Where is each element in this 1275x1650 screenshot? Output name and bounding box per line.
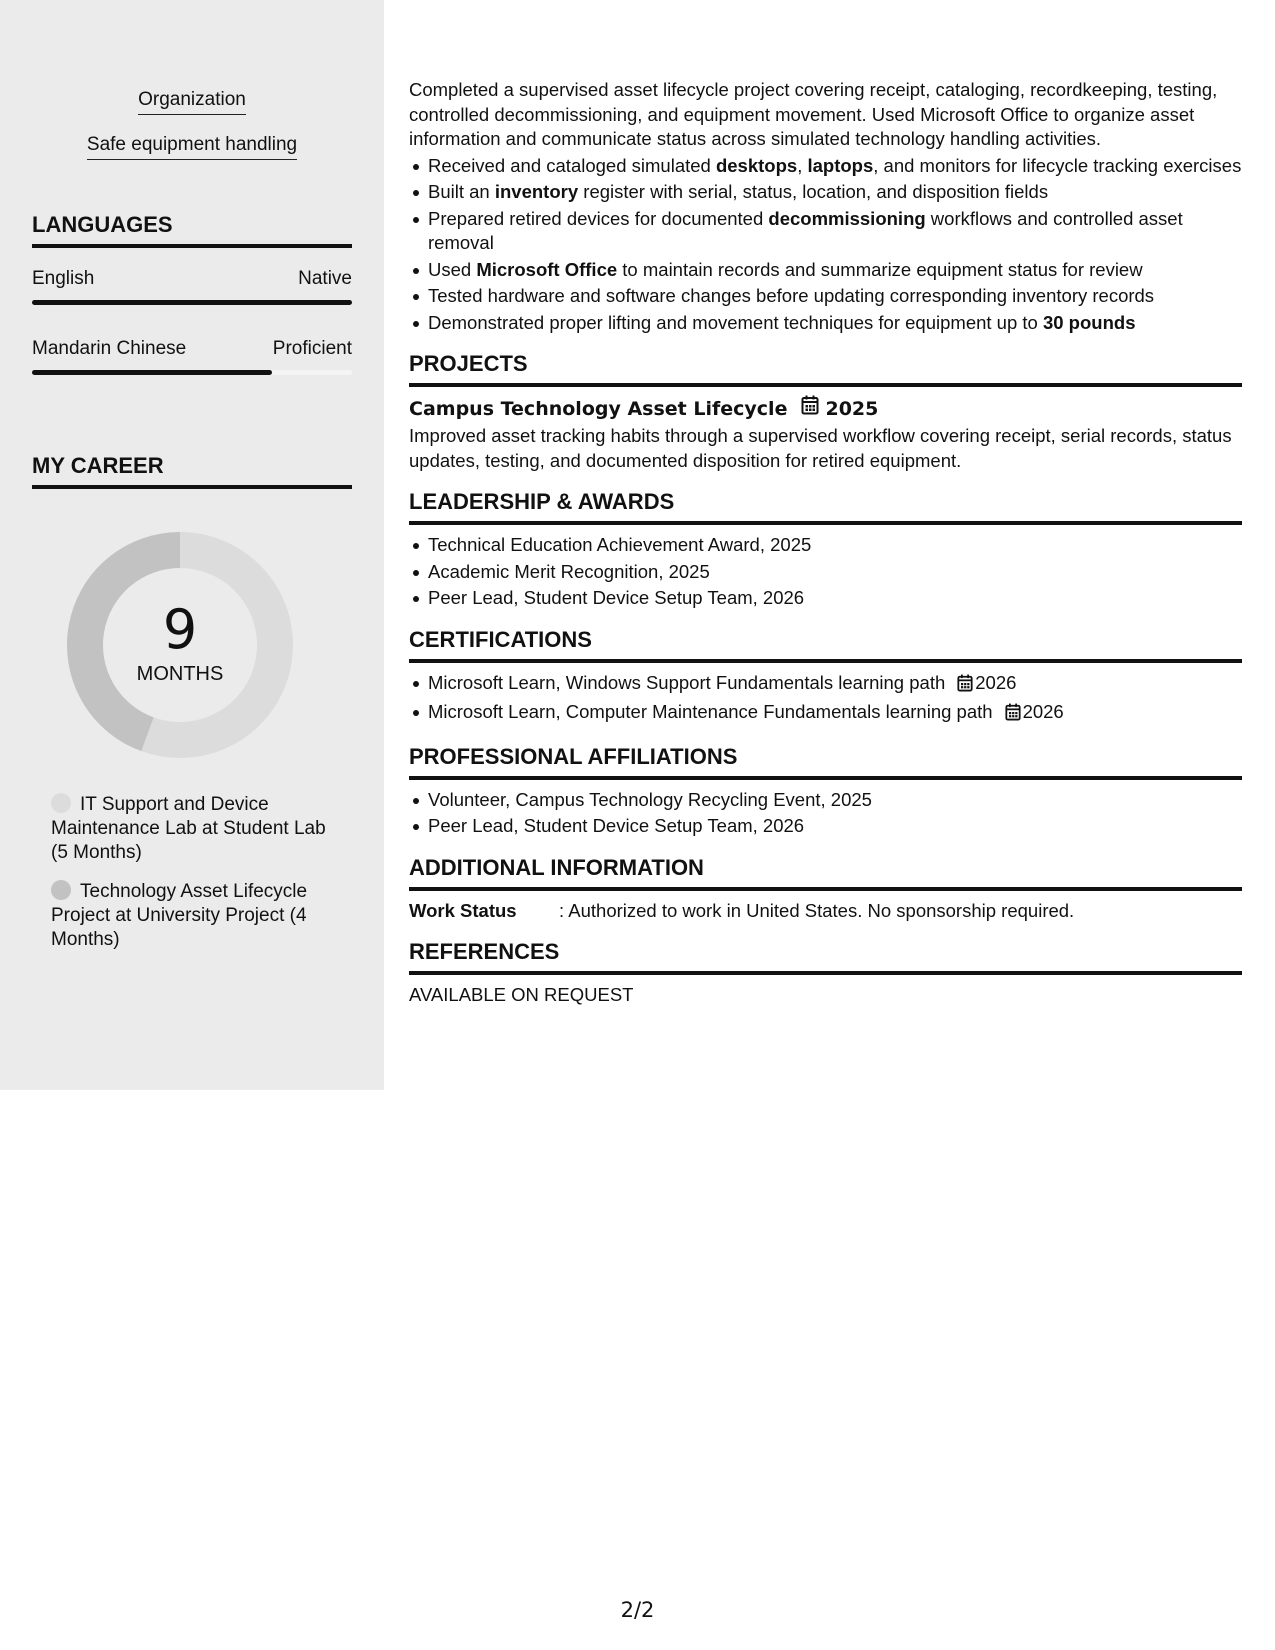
list-item: Tested hardware and software changes before updating corresponding inventory records (428, 284, 1242, 309)
career-total-unit: MONTHS (136, 663, 224, 685)
awards-list (409, 533, 1242, 611)
references-heading: REFERENCES (409, 939, 1242, 975)
work-status-row (409, 899, 1242, 923)
legend-dot-icon (51, 880, 71, 900)
projects-heading: PROJECTS (409, 351, 1242, 387)
experience-summary: Completed a supervised asset lifecycle project covering receipt, cataloging, recordkeeping, testing, controlled decommissioning, and equipment movement. Used Microsoft Office to organize asset information and communicate status across simulated technology handling activities. (409, 79, 1218, 149)
career-total-value: 9 (162, 598, 198, 661)
work-status-label: Work Status (409, 899, 517, 921)
project-year: 2025 (825, 397, 879, 420)
list-item: Microsoft Learn, Computer Maintenance Fundamentals learning path 2026 (428, 700, 1242, 728)
language-bar-fill (32, 370, 272, 375)
list-item: Microsoft Learn, Windows Support Fundamentals learning path 2026 (428, 671, 1242, 699)
list-item: Built an inventory register with serial, status, location, and disposition fields (428, 180, 1242, 205)
language-row (32, 337, 352, 361)
project-title-row (409, 395, 1242, 422)
additional-heading: ADDITIONAL INFORMATION (409, 855, 1242, 891)
language-name: Mandarin Chinese (32, 338, 187, 359)
list-item: Peer Lead, Student Device Setup Team, 2026 (428, 586, 1242, 611)
language-level: Proficient (272, 338, 352, 359)
project-title: Campus Technology Asset Lifecycle (409, 397, 788, 420)
language-bar-fill (32, 300, 352, 305)
work-status-value: : Authorized to work in United States. No sponsorship required. (559, 899, 1075, 921)
skill-item: Organization (0, 88, 384, 115)
certifications-heading: CERTIFICATIONS (409, 627, 1242, 663)
language-row (32, 267, 352, 291)
legend-dot-icon (51, 793, 71, 813)
list-item: Prepared retired devices for documented decommissioning workflows and controlled asset removal (428, 207, 1242, 256)
list-item: Volunteer, Campus Technology Recycling Event, 2025 (428, 788, 1242, 813)
career-donut-chart (66, 531, 294, 759)
page-number: 2/2 (620, 1598, 655, 1622)
affiliations-heading: PROFESSIONAL AFFILIATIONS (409, 744, 1242, 780)
calendar-icon (957, 674, 973, 699)
references-text: AVAILABLE ON REQUEST (409, 983, 634, 1005)
list-item: Received and cataloged simulated desktops, laptops, and monitors for lifecycle tracking exercises (428, 154, 1242, 179)
awards-heading: LEADERSHIP & AWARDS (409, 489, 1242, 525)
experience-bullets (409, 154, 1242, 336)
list-item: Used Microsoft Office to maintain records and summarize equipment status for review (428, 258, 1242, 283)
project-description: Improved asset tracking habits through a supervised workflow covering receipt, serial records, status updates, testing, and documented disposition for retired equipment. (409, 425, 1232, 471)
list-item: Peer Lead, Student Device Setup Team, 2026 (428, 814, 1242, 839)
career-legend-item: IT Support and Device Maintenance Lab at Student Lab (5 Months) (51, 794, 326, 863)
list-item: Technical Education Achievement Award, 2025 (428, 533, 1242, 558)
language-bar (32, 370, 352, 375)
language-bar (32, 300, 352, 305)
language-name: English (32, 268, 95, 289)
career-heading: MY CAREER (32, 453, 352, 489)
languages-heading: LANGUAGES (32, 212, 352, 248)
career-legend-item: Technology Asset Lifecycle Project at University Project (4 Months) (51, 881, 308, 950)
calendar-icon (1005, 703, 1021, 728)
certifications-list (409, 671, 1242, 728)
list-item: Demonstrated proper lifting and movement techniques for equipment up to 30 pounds (428, 311, 1242, 336)
skill-item: Safe equipment handling (0, 133, 384, 160)
calendar-icon (801, 395, 819, 422)
career-total (66, 598, 294, 687)
list-item: Academic Merit Recognition, 2025 (428, 560, 1242, 585)
affiliations-list (409, 788, 1242, 839)
sidebar (0, 0, 384, 1090)
language-level: Native (298, 268, 352, 289)
main-content (409, 78, 1242, 1007)
